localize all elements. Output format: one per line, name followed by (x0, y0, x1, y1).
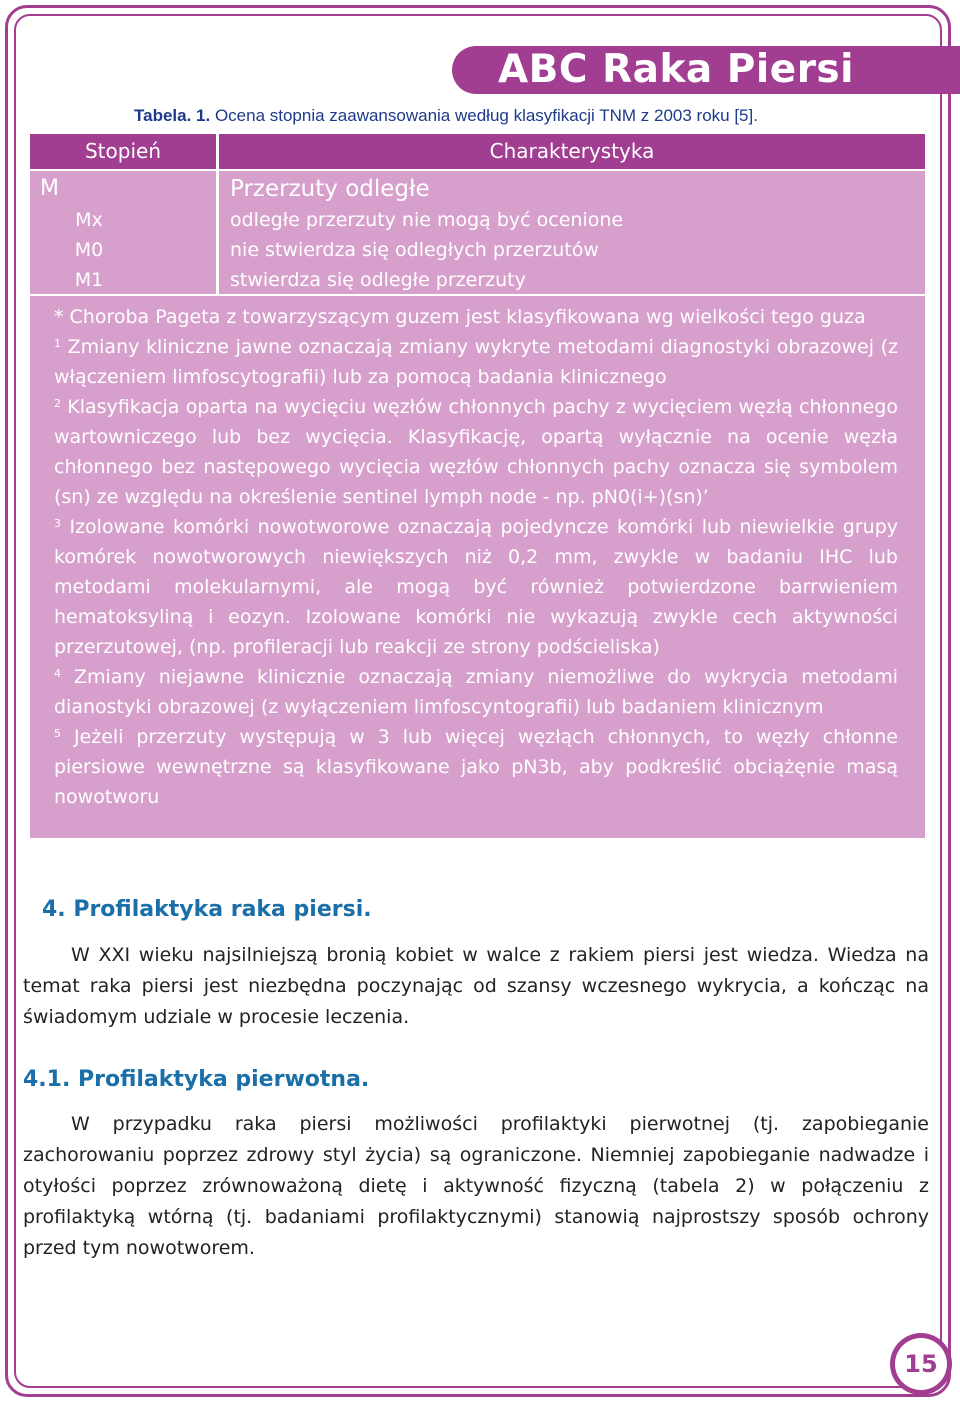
stage-main: M (40, 176, 59, 201)
note-text: Klasyfikacja oparta na wycięciu węzłów chłonnych pachy z wycięciem węzłą chłonnego wartowniczego lub bez wycięcia. Klasyfikację, opartą wyłącznie na ocenie węzła chłonnego bez następowego wycięcia węzłów chłonnych pachy oznacza się symbolem (sn) ze względu na określenie sentinel lymph node - np. pN0(i+)(sn)’ (54, 396, 898, 508)
note-item (54, 332, 898, 392)
note-marker: 3 (54, 517, 61, 530)
note-item (54, 302, 898, 332)
subsection-heading: 4.1. Profilaktyka pierwotna. (23, 1067, 370, 1092)
characteristics-item: odległe przerzuty nie mogą być ocenione (230, 209, 624, 231)
table-caption (134, 106, 758, 126)
note-marker: 2 (54, 397, 61, 410)
stage-m1: M1 (74, 269, 104, 291)
note-text: Zmiany kliniczne jawne oznaczają zmiany wykryte metodami diagnostyki obrazowej (z włączeniem limfoscytografii) lub za pomocą badania klinicznego (54, 336, 899, 388)
characteristics-item: nie stwierdza się odległych przerzutów (230, 239, 599, 261)
table-caption-label: Tabela. 1. (134, 106, 211, 125)
note-marker: 1 (54, 337, 61, 350)
table-notes (54, 302, 898, 812)
section-heading: 4. Profilaktyka raka piersi. (42, 897, 372, 922)
note-text: Zmiany niejawne klinicznie oznaczają zmiany niemożliwe do wykrycia metodami dianostyki obrazowej (z wyłączeniem limfoscyntografii) lub badaniem klinicznym (54, 666, 898, 718)
paragraph-text: W XXI wieku najsilniejszą bronią kobiet w walce z rakiem piersi jest wiedza. Wiedza na temat raka piersi jest niezbędna poczynając od szansy wczesnego wykrycia, a kończąc na świadomym udziale w procesie leczenia. (23, 944, 929, 1028)
subsection-paragraph (23, 1109, 929, 1264)
section-paragraph (23, 940, 929, 1033)
note-item (54, 392, 898, 512)
note-marker: 5 (54, 727, 61, 740)
note-item (54, 722, 898, 812)
note-item (54, 662, 898, 722)
note-text: * Choroba Pageta z towarzyszącym guzem jest klasyfikowana wg wielkości tego guza (54, 306, 866, 328)
table-caption-text: Ocena stopnia zaawansowania według klasyfikacji TNM z 2003 roku [5]. (210, 106, 758, 125)
column-header-characteristics: Charakterystyka (219, 134, 925, 169)
stage-m0: M0 (74, 239, 104, 261)
note-marker: 4 (54, 667, 61, 680)
column-header-stage: Stopień (30, 134, 216, 169)
note-item (54, 512, 898, 662)
page-number: 15 (904, 1350, 938, 1378)
note-text: Jeżeli przerzuty występują w 3 lub więcej węzłąch chłonnych, to węzły chłonne piersiowe wewnętrzne są klasyfikowane jako pN3b, aby podkreślić obciążęnie masą nowotworu (54, 726, 898, 808)
note-text: Izolowane komórki nowotworowe oznaczają pojedyncze komórki lub niewielkie grupy komórek nowotworowych niewiększych niż 0,2 mm, zwykle w badaniu IHC lub metodami molekularnymi, ale mogą być również potwierdzone barrwieniem hematoksyliną i eozyn. Izolowane komórki nie wykazują zwykle cech aktywności przerzutowej, (np. profileracji lub reakcji ze strony podścieliska) (54, 516, 898, 658)
stage-mx: Mx (75, 209, 103, 231)
header-title: ABC Raka Piersi (498, 47, 855, 92)
characteristics-title: Przerzuty odległe (230, 176, 430, 202)
paragraph-text: W przypadku raka piersi możliwości profilaktyki pierwotnej (tj. zapobieganie zachorowaniu poprzez zdrowy styl życia) są ograniczone. Niemniej zapobieganie nadwadze i otyłości poprzez zrównoważoną dietę i aktywność fizyczną (tabela 2) w połączeniu z profilaktyką wtórną (tj. badaniami profilaktycznymi) stanowią najprostszy sposób ochrony przed tym nowotworem. (23, 1113, 929, 1259)
characteristics-item: stwierdza się odległe przerzuty (230, 269, 526, 291)
